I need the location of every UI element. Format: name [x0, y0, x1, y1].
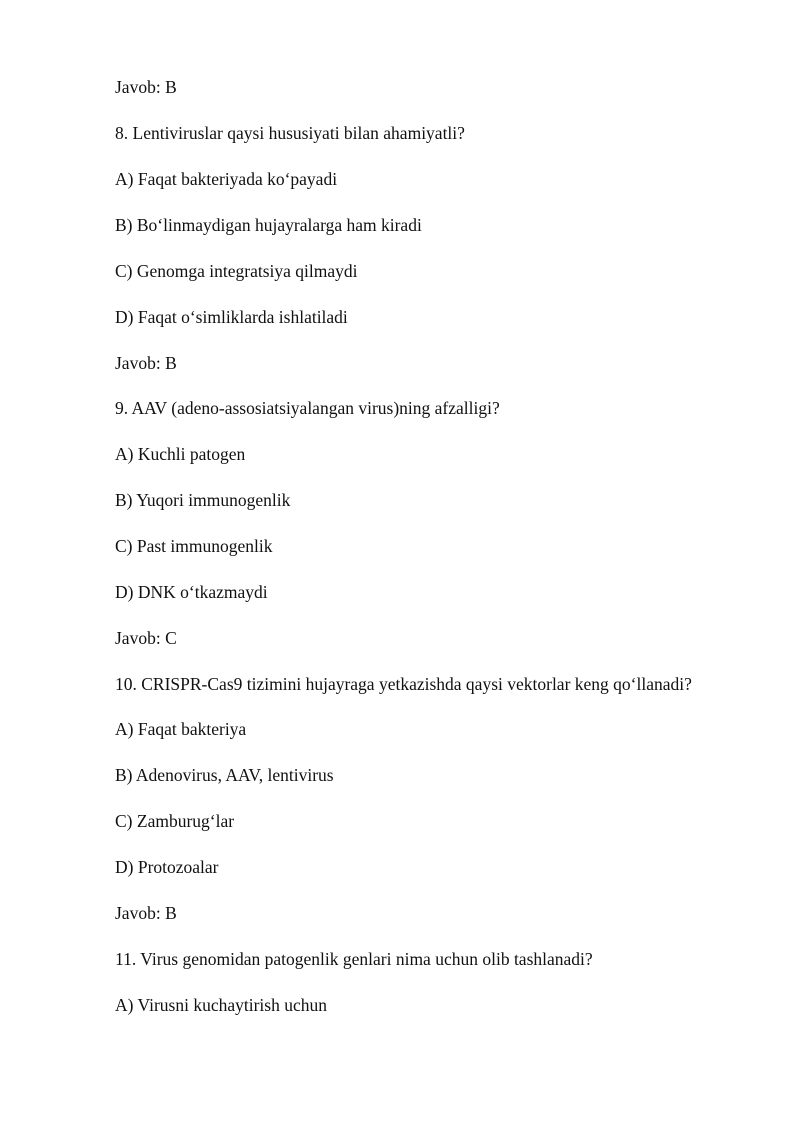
option-line: D) Faqat o‘simliklarda ishlatiladi [115, 307, 348, 327]
option-line: C) Past immunogenlik [115, 536, 273, 556]
option-line: A) Kuchli patogen [115, 444, 246, 464]
option-line: B) Adenovirus, AAV, lentivirus [115, 765, 334, 785]
option-line: A) Faqat bakteriya [115, 719, 247, 739]
answer-line: Javob: C [115, 628, 177, 648]
option-line: A) Faqat bakteriyada ko‘payadi [115, 169, 338, 189]
question-8: 8. Lentiviruslar qaysi hususiyati bilan ahamiyatli? [115, 123, 465, 143]
answer-line: Javob: B [115, 353, 177, 373]
option-line: D) DNK o‘tkazmaydi [115, 582, 268, 602]
option-line: C) Genomga integratsiya qilmaydi [115, 261, 358, 281]
option-line: A) Virusni kuchaytirish uchun [115, 995, 327, 1015]
option-line: D) Protozoalar [115, 857, 219, 877]
option-line: B) Yuqori immunogenlik [115, 490, 291, 510]
answer-line: Javob: B [115, 77, 177, 97]
answer-line: Javob: B [115, 903, 177, 923]
question-10: 10. CRISPR-Cas9 tizimini hujayraga yetkazishda qaysi vektorlar keng qo‘llanadi? [115, 674, 692, 694]
question-9: 9. AAV (adeno-assosiatsiyalangan virus)ning afzalligi? [115, 398, 500, 418]
option-line: C) Zamburug‘lar [115, 811, 235, 831]
question-11: 11. Virus genomidan patogenlik genlari nima uchun olib tashlanadi? [115, 949, 593, 969]
option-line: B) Bo‘linmaydigan hujayralarga ham kiradi [115, 215, 422, 235]
